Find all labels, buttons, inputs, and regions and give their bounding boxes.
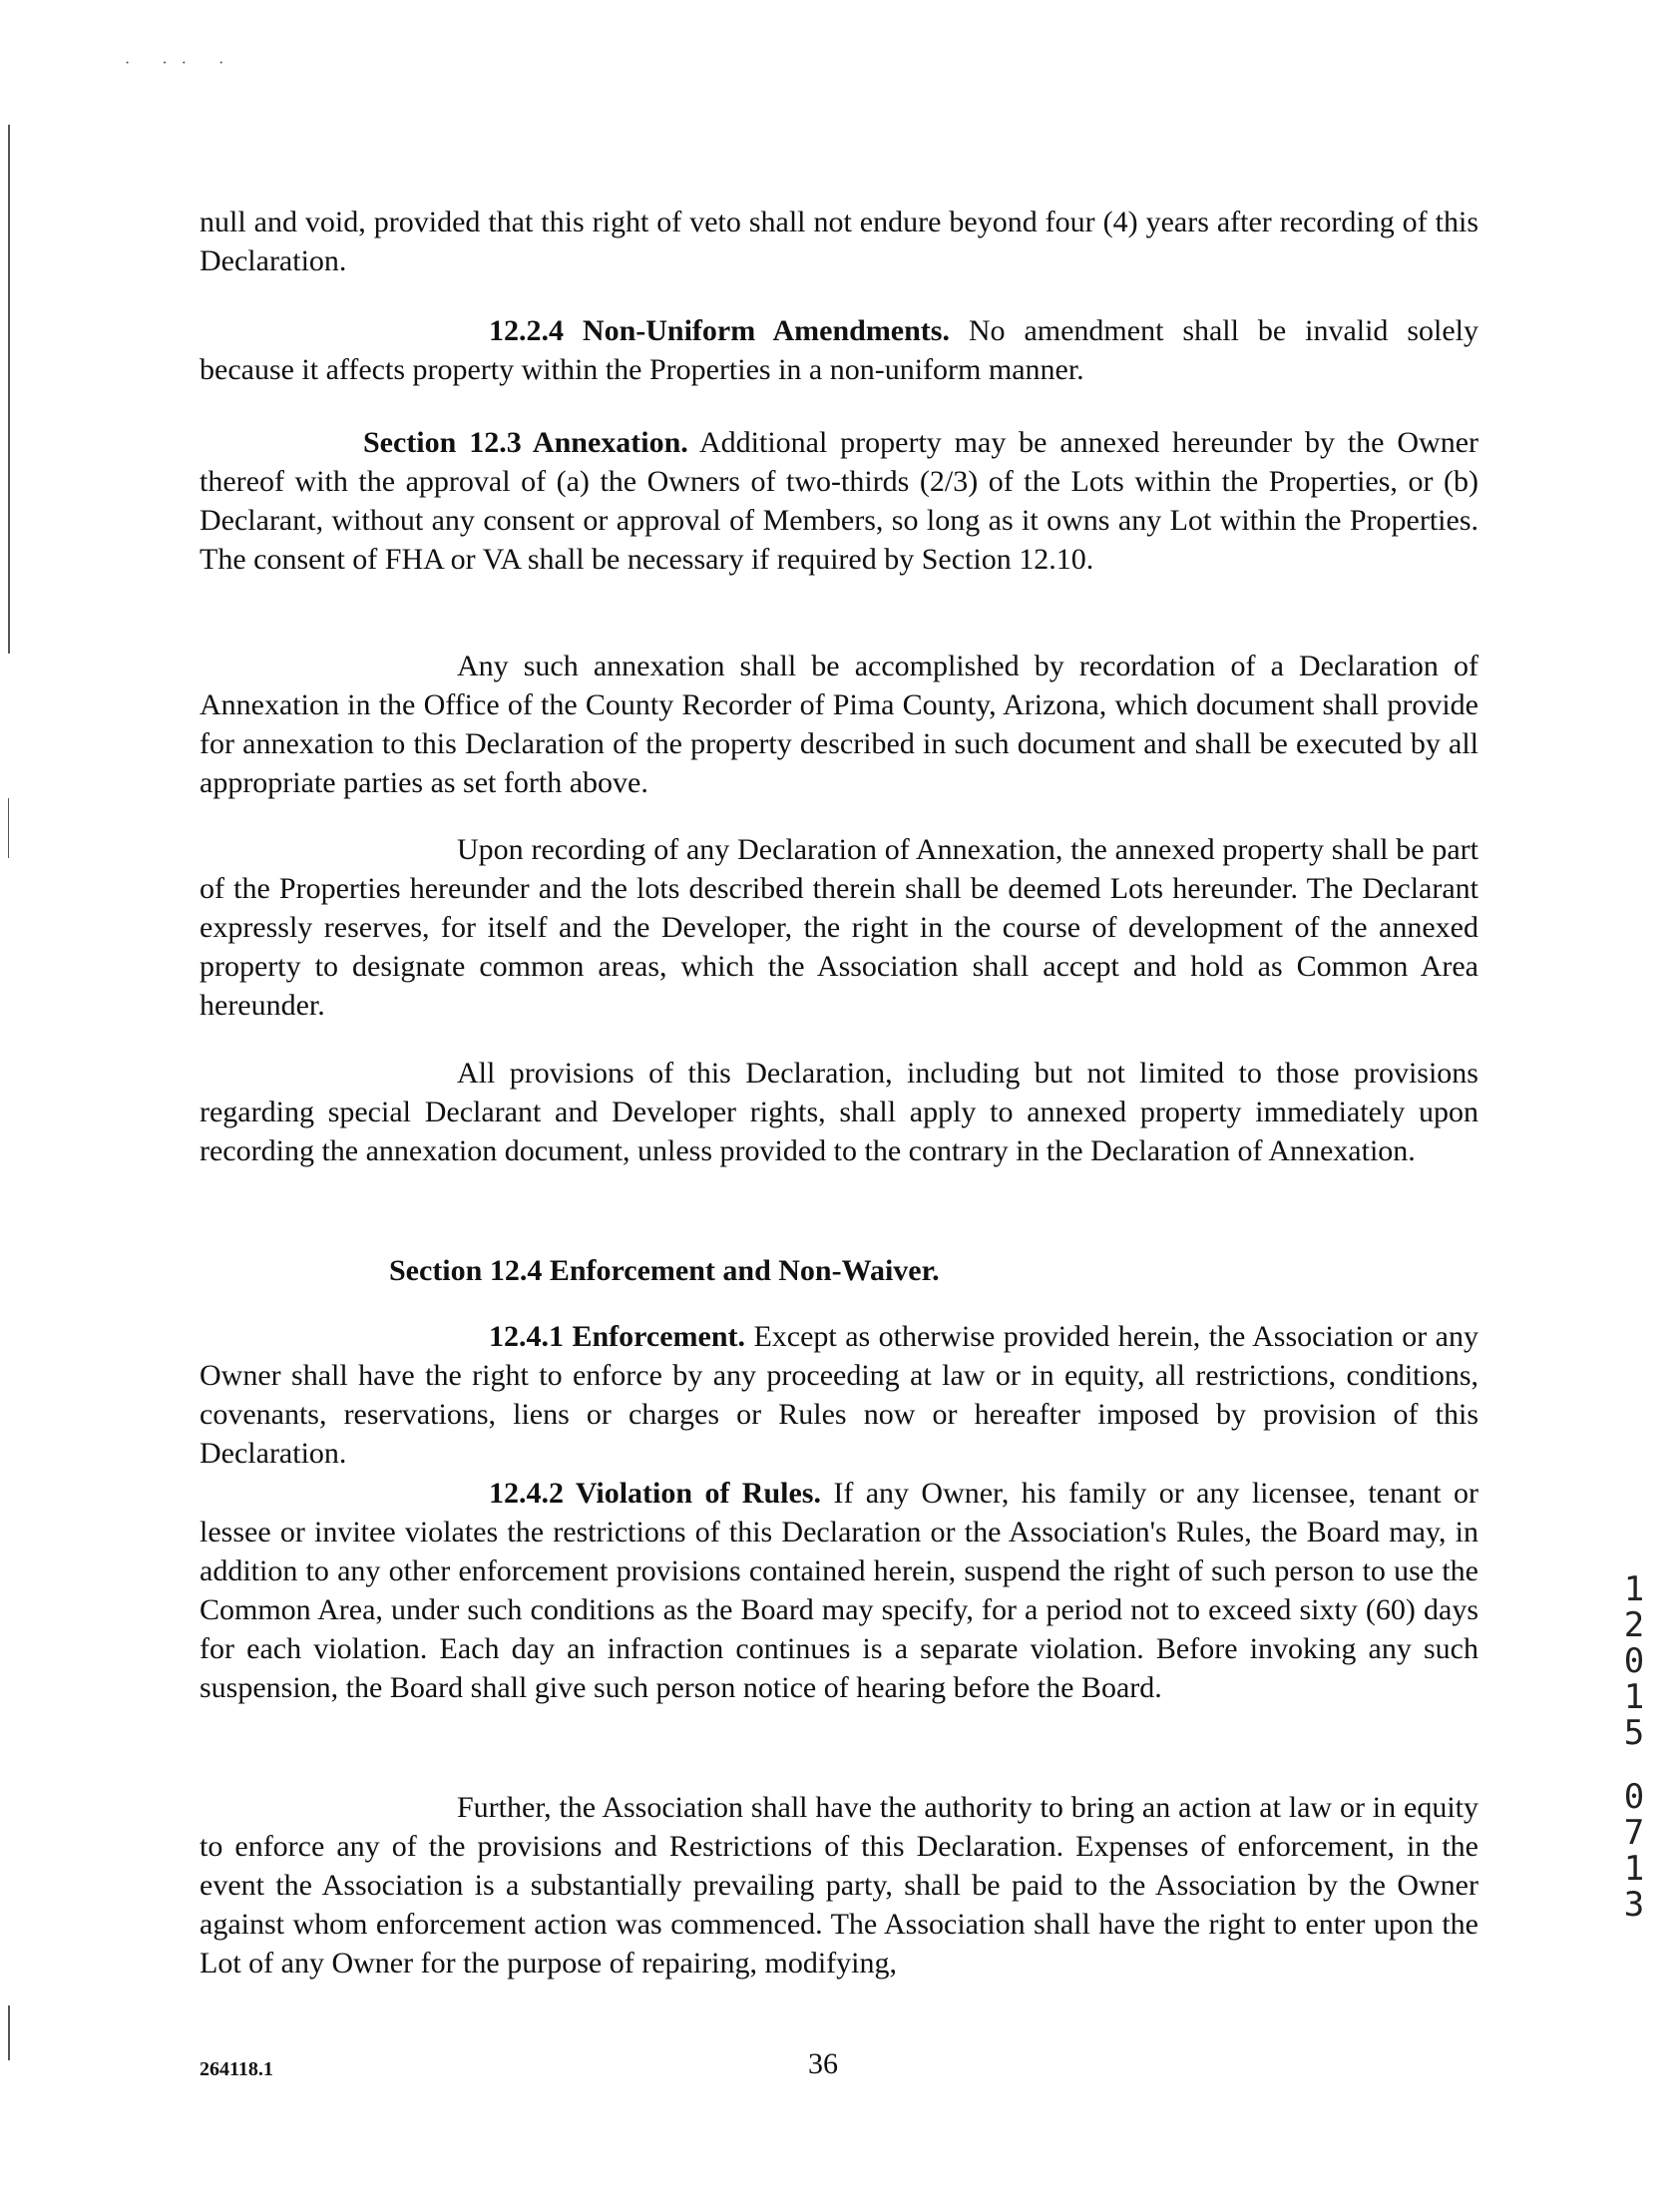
section-heading: 12.4.2 Violation of Rules. <box>489 1477 821 1510</box>
stamp-digit: 5 <box>1623 1713 1645 1753</box>
paragraph-non-uniform-amendments <box>200 311 1478 389</box>
paragraph-body: Additional property may be annexed hereunder by the Owner thereof with the approval of (a) the Owners of two-thirds (2/3) of the Lots within the Properties, or (b) Declarant, without any consent or approval of Members, so long as it owns any Lot within the Properties. The consent of FHA or VA shall be necessary if required by Section 12.10. <box>200 426 1478 576</box>
paragraph-violation-of-rules <box>200 1474 1478 1707</box>
scan-margin-line <box>8 798 9 858</box>
paragraph-veto-continuation: null and void, provided that this right of veto shall not endure beyond four (4) years after recording of this Declaration. <box>200 206 1478 277</box>
stamp-digit: 7 <box>1623 1813 1645 1853</box>
stamp-digit: 1 <box>1623 1849 1645 1889</box>
stamp-gap <box>1616 1751 1652 1779</box>
scan-margin-line <box>8 125 10 654</box>
page-number: 36 <box>808 2047 838 2080</box>
paragraph-annexation <box>200 423 1478 579</box>
paragraph-body: If any Owner, his family or any licensee, tenant or lessee or invitee violates the restrictions of this Declaration or the Association's Rules, the Board may, in addition to any other enforcement provisions contained herein, suspend the right of such person to use the Common Area, under such conditions as the Board may specify, for a period not to exceed sixty (60) days for each violation. Each day an infraction continues is a separate violation. Before invoking any such suspension, the Board shall give such person notice of hearing before the Board. <box>200 1477 1478 1704</box>
stamp-digit: 0 <box>1623 1641 1645 1681</box>
paragraph-further-enforcement: Further, the Association shall have the authority to bring an action at law or in equity to enforce any of the provisions and Restrictions of this Declaration. Expenses of enforcement, in the event the Association is a substantially prevailing party, shall be paid to the Association by the Owner against whom enforcement action was commenced. The Association shall have the right to enter upon the Lot of any Owner for the purpose of repairing, modifying, <box>200 1791 1478 1980</box>
paragraph-annexation-recording: Upon recording of any Declaration of Annexation, the annexed property shall be part of the Properties hereunder and the lots described therein shall be deemed Lots hereunder. The Declarant expressly reserves, for itself and the Developer, the right in the course of development of the annexed property to designate common areas, which the Association shall accept and hold as Common Area hereunder. <box>200 833 1478 1022</box>
paragraph-annexation-provisions: All provisions of this Declaration, including but not limited to those provisions regarding special Declarant and Developer rights, shall apply to annexed property immediately upon recording the annexation document, unless provided to the contrary in the Declaration of Annexation. <box>200 1057 1478 1167</box>
scan-specks: · ·· · <box>125 55 238 72</box>
section-heading: 12.4.1 Enforcement. <box>489 1320 746 1353</box>
document-code: 264118.1 <box>200 2058 273 2080</box>
recording-stamp <box>1616 1571 1652 1923</box>
section-heading: 12.2.4 Non-Uniform Amendments. <box>489 314 950 347</box>
stamp-digit: 3 <box>1623 1885 1645 1925</box>
scan-margin-line <box>8 2005 10 2060</box>
paragraph-body: Except as otherwise provided herein, the Association or any Owner shall have the right to enforce by any proceeding at law or in equity, all restrictions, conditions, covenants, reservations, liens or charges or Rules now or hereafter imposed by provision of this Declaration. <box>200 1320 1478 1470</box>
stamp-digit: 0 <box>1623 1777 1645 1817</box>
paragraph-body: No amendment shall be invalid solely because it affects property within the Properties in a non-uniform manner. <box>200 314 1478 386</box>
stamp-digit: 1 <box>1623 1677 1645 1717</box>
stamp-digit: 2 <box>1623 1605 1645 1645</box>
paragraph-enforcement <box>200 1317 1478 1473</box>
section-heading: Section 12.3 Annexation. <box>363 426 688 459</box>
section-heading-enforcement: Section 12.4 Enforcement and Non-Waiver. <box>389 1254 940 1287</box>
paragraph-annexation-recordation: Any such annexation shall be accomplished by recordation of a Declaration of Annexation in the Office of the County Recorder of Pima County, Arizona, which document shall provide for annexation to this Declaration of the property described in such document and shall be executed by all appropriate parties as set forth above. <box>200 650 1478 799</box>
stamp-digit: 1 <box>1623 1569 1645 1609</box>
